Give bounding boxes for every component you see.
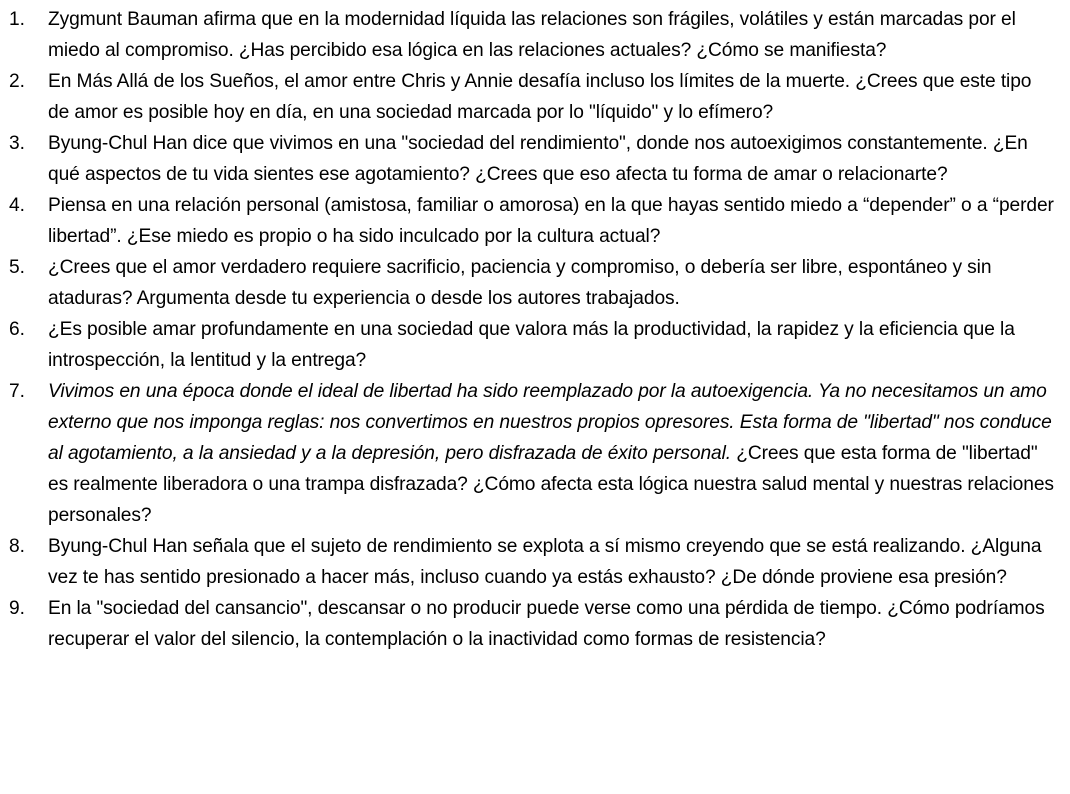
question-item-6 [0,314,1070,376]
question-text: En Más Allá de los Sueños, el amor entre Chris y Annie desafía incluso los límites de la muerte. ¿Crees que este tipo de amor es posible hoy en día, en una sociedad marcada por lo "líquido" y lo efímero? [48,71,1032,123]
question-number: 9. [9,598,25,619]
question-text: Piensa en una relación personal (amistosa, familiar o amorosa) en la que hayas sentido miedo a “depender” o a “perder libertad”. ¿Ese miedo es propio o ha sido inculcado por la cultura actual? [48,195,1054,247]
question-number: 1. [9,9,25,30]
question-text: ¿Es posible amar profundamente en una sociedad que valora más la productividad, la rapidez y la eficiencia que la introspección, la lentitud y la entrega? [48,319,1015,371]
question-number: 7. [9,381,25,402]
question-item-7 [0,376,1070,531]
question-number: 3. [9,133,25,154]
question-list [0,4,1070,655]
question-text: ¿Crees que esta forma de "libertad" es realmente liberadora o una trampa disfrazada? ¿Cómo afecta esta lógica nuestra salud mental y nuestras relaciones personales? [48,443,1054,526]
question-item-4 [0,190,1070,252]
question-item-8 [0,531,1070,593]
question-number: 4. [9,195,25,216]
question-italic-quote: Vivimos en una época donde el ideal de libertad ha sido reemplazado por la autoexigencia. Ya no necesitamos un amo externo que nos imponga reglas: nos convertimos en nuestros propios opresores. Esta forma de "libertad" nos conduce al agotamiento, a la ansiedad y a la depresión, pero disfrazada de éxito personal. [48,381,1052,464]
question-item-9 [0,593,1070,655]
question-item-1 [0,4,1070,66]
question-text: Zygmunt Bauman afirma que en la modernidad líquida las relaciones son frágiles, volátiles y están marcadas por el miedo al compromiso. ¿Has percibido esa lógica en las relaciones actuales? ¿Cómo se manifiesta? [48,9,1016,61]
question-item-2 [0,66,1070,128]
question-text: ¿Crees que el amor verdadero requiere sacrificio, paciencia y compromiso, o debería ser libre, espontáneo y sin ataduras? Argumenta desde tu experiencia o desde los autores trabajados. [48,257,992,309]
question-text: Byung-Chul Han señala que el sujeto de rendimiento se explota a sí mismo creyendo que se está realizando. ¿Alguna vez te has sentido presionado a hacer más, incluso cuando ya estás exhausto? ¿De dónde proviene esa presión? [48,536,1042,588]
question-number: 6. [9,319,25,340]
question-text: Byung-Chul Han dice que vivimos en una "sociedad del rendimiento", donde nos autoexigimos constantemente. ¿En qué aspectos de tu vida sientes ese agotamiento? ¿Crees que eso afecta tu forma de amar o relacionarte? [48,133,1028,185]
question-item-5 [0,252,1070,314]
question-number: 2. [9,71,25,92]
question-text: En la "sociedad del cansancio", descansar o no producir puede verse como una pérdida de tiempo. ¿Cómo podríamos recuperar el valor del silencio, la contemplación o la inactividad como formas de resistencia? [48,598,1045,650]
question-number: 8. [9,536,25,557]
question-number: 5. [9,257,25,278]
question-item-3 [0,128,1070,190]
